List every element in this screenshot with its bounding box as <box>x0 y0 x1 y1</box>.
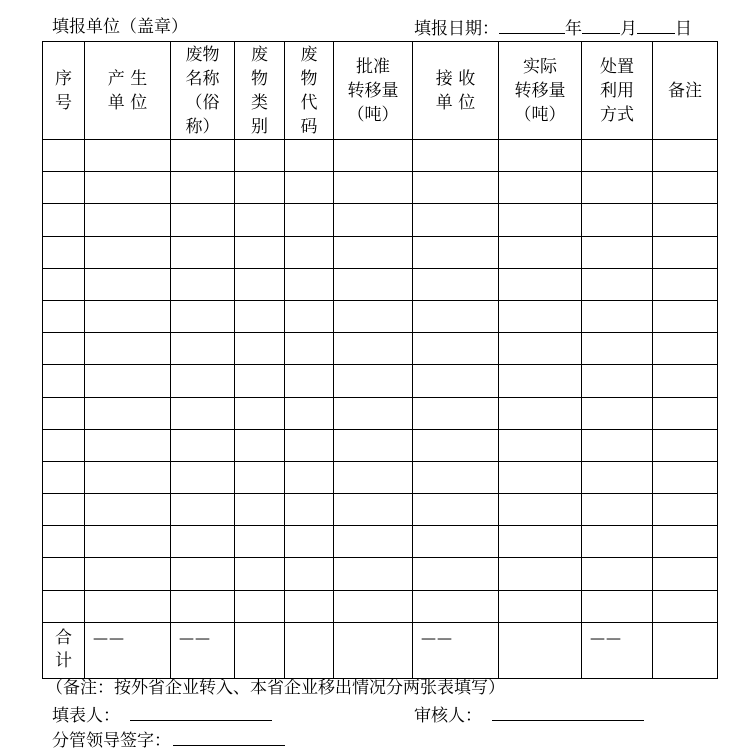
table-cell[interactable] <box>85 204 171 236</box>
table-cell[interactable] <box>499 300 582 332</box>
table-cell[interactable] <box>499 333 582 365</box>
reviewer-field[interactable] <box>492 704 644 721</box>
table-cell[interactable] <box>653 429 718 461</box>
total-cell[interactable] <box>235 622 285 678</box>
col-header-remarks: 备注 <box>653 42 718 140</box>
table-cell[interactable] <box>499 558 582 590</box>
footer-note: （备注：按外省企业转入、本省企业移出情况分两张表填写） <box>46 678 505 698</box>
table-cell[interactable] <box>582 494 653 526</box>
table-cell[interactable] <box>334 204 413 236</box>
total-cell[interactable]: —— <box>85 622 171 678</box>
col-header-waste-category: 废 物 类 别 <box>235 42 285 140</box>
table-cell[interactable] <box>653 494 718 526</box>
table-cell[interactable] <box>334 365 413 397</box>
day-field[interactable] <box>637 17 675 34</box>
table-cell[interactable] <box>171 397 235 429</box>
table-cell[interactable] <box>85 140 171 172</box>
table-cell[interactable] <box>235 429 285 461</box>
table-cell[interactable] <box>499 397 582 429</box>
table-row <box>43 300 718 332</box>
table-cell[interactable] <box>85 494 171 526</box>
table-cell[interactable] <box>653 365 718 397</box>
table-cell[interactable] <box>235 461 285 493</box>
table-cell[interactable] <box>85 268 171 300</box>
total-cell[interactable] <box>285 622 334 678</box>
table-cell[interactable] <box>413 300 499 332</box>
table-cell[interactable] <box>334 429 413 461</box>
total-cell[interactable] <box>334 622 413 678</box>
table-cell[interactable] <box>85 590 171 622</box>
total-cell[interactable]: —— <box>582 622 653 678</box>
table-cell[interactable] <box>285 236 334 268</box>
table-cell[interactable] <box>85 172 171 204</box>
table-cell[interactable] <box>334 397 413 429</box>
table-cell[interactable] <box>413 494 499 526</box>
table-cell[interactable] <box>334 590 413 622</box>
table-cell[interactable] <box>499 365 582 397</box>
table-cell[interactable] <box>43 204 85 236</box>
table-cell[interactable] <box>582 333 653 365</box>
table-cell[interactable] <box>334 526 413 558</box>
table-cell[interactable] <box>235 494 285 526</box>
table-cell[interactable] <box>171 333 235 365</box>
table-cell[interactable] <box>334 461 413 493</box>
table-cell[interactable] <box>499 461 582 493</box>
table-cell[interactable] <box>85 461 171 493</box>
table-cell[interactable] <box>235 333 285 365</box>
table-cell[interactable] <box>285 494 334 526</box>
total-cell[interactable]: —— <box>171 622 235 678</box>
table-cell[interactable] <box>235 140 285 172</box>
table-row <box>43 590 718 622</box>
table-cell[interactable] <box>235 590 285 622</box>
total-cell[interactable] <box>653 622 718 678</box>
table-cell[interactable] <box>582 526 653 558</box>
table-cell[interactable] <box>499 204 582 236</box>
reviewer-label: 审核人： <box>414 706 482 726</box>
reviewer-signature <box>414 704 644 726</box>
table-row <box>43 461 718 493</box>
table-cell[interactable] <box>582 461 653 493</box>
table-cell[interactable] <box>413 268 499 300</box>
table-cell[interactable] <box>334 140 413 172</box>
table-cell[interactable] <box>43 526 85 558</box>
table-cell[interactable] <box>171 268 235 300</box>
table-row <box>43 236 718 268</box>
report-date <box>414 17 692 39</box>
table-cell[interactable] <box>334 300 413 332</box>
table-row <box>43 365 718 397</box>
table-cell[interactable] <box>413 365 499 397</box>
waste-transfer-table <box>42 41 718 679</box>
table-cell[interactable] <box>413 397 499 429</box>
table-cell[interactable] <box>85 526 171 558</box>
table-cell[interactable] <box>285 333 334 365</box>
col-header-index: 序 号 <box>43 42 85 140</box>
month-field[interactable] <box>582 17 620 34</box>
table-row <box>43 333 718 365</box>
table-cell[interactable] <box>43 429 85 461</box>
table-cell[interactable] <box>653 300 718 332</box>
table-cell[interactable] <box>235 397 285 429</box>
table-cell[interactable] <box>653 461 718 493</box>
leader-label: 分管领导签字： <box>52 731 171 751</box>
table-cell[interactable] <box>171 172 235 204</box>
table-row <box>43 204 718 236</box>
table-cell[interactable] <box>582 268 653 300</box>
table-cell[interactable] <box>653 268 718 300</box>
table-cell[interactable] <box>653 204 718 236</box>
table-cell[interactable] <box>582 429 653 461</box>
table-cell[interactable] <box>499 236 582 268</box>
table-cell[interactable] <box>43 558 85 590</box>
table-cell[interactable] <box>43 494 85 526</box>
table-cell[interactable] <box>235 236 285 268</box>
table-cell[interactable] <box>653 172 718 204</box>
table-cell[interactable] <box>43 236 85 268</box>
table-row <box>43 172 718 204</box>
table-cell[interactable] <box>582 204 653 236</box>
table-cell[interactable] <box>285 300 334 332</box>
table-cell[interactable] <box>235 365 285 397</box>
table-cell[interactable] <box>285 397 334 429</box>
table-cell[interactable] <box>235 172 285 204</box>
table-cell[interactable] <box>499 140 582 172</box>
col-header-waste-code: 废 物 代 码 <box>285 42 334 140</box>
table-cell[interactable] <box>582 300 653 332</box>
table-cell[interactable] <box>334 268 413 300</box>
table-cell[interactable] <box>334 172 413 204</box>
table-cell[interactable] <box>285 268 334 300</box>
table-cell[interactable] <box>413 333 499 365</box>
table-cell[interactable] <box>85 300 171 332</box>
table-row <box>43 526 718 558</box>
col-header-approved-amount: 批准 转移量 （吨） <box>334 42 413 140</box>
table-cell[interactable] <box>653 236 718 268</box>
total-row <box>43 622 718 678</box>
unit-label: 填报单位（盖章） <box>52 17 188 37</box>
table-cell[interactable] <box>413 526 499 558</box>
total-cell[interactable]: —— <box>413 622 499 678</box>
table-cell[interactable] <box>653 558 718 590</box>
table-cell[interactable] <box>43 333 85 365</box>
table-cell[interactable] <box>43 268 85 300</box>
table-cell[interactable] <box>285 526 334 558</box>
year-label: 年 <box>565 19 582 39</box>
total-label: 合 计 <box>43 622 85 678</box>
table-cell[interactable] <box>582 558 653 590</box>
table-cell[interactable] <box>653 590 718 622</box>
table-cell[interactable] <box>413 172 499 204</box>
table-cell[interactable] <box>285 461 334 493</box>
table-cell[interactable] <box>582 590 653 622</box>
table-cell[interactable] <box>235 204 285 236</box>
table-cell[interactable] <box>499 494 582 526</box>
table-cell[interactable] <box>653 397 718 429</box>
table-cell[interactable] <box>413 236 499 268</box>
table-cell[interactable] <box>85 558 171 590</box>
table-cell[interactable] <box>499 172 582 204</box>
table-row <box>43 429 718 461</box>
table-cell[interactable] <box>171 140 235 172</box>
table-cell[interactable] <box>582 236 653 268</box>
month-label: 月 <box>620 19 637 39</box>
table-cell[interactable] <box>171 300 235 332</box>
table-cell[interactable] <box>285 590 334 622</box>
table-cell[interactable] <box>499 526 582 558</box>
table-cell[interactable] <box>413 429 499 461</box>
table-cell[interactable] <box>499 268 582 300</box>
table-cell[interactable] <box>653 140 718 172</box>
table-cell[interactable] <box>235 526 285 558</box>
table-cell[interactable] <box>171 526 235 558</box>
col-header-disposal-method: 处置 利用 方式 <box>582 42 653 140</box>
filler-signature <box>52 704 272 726</box>
table-cell[interactable] <box>334 236 413 268</box>
filler-label: 填表人： <box>52 706 120 726</box>
table-cell[interactable] <box>582 172 653 204</box>
table-cell[interactable] <box>171 494 235 526</box>
col-header-actual-amount: 实际 转移量 （吨） <box>499 42 582 140</box>
table-cell[interactable] <box>285 140 334 172</box>
table-cell[interactable] <box>85 365 171 397</box>
total-cell[interactable] <box>499 622 582 678</box>
table-cell[interactable] <box>171 461 235 493</box>
table-row <box>43 494 718 526</box>
col-header-receiver: 接 收 单 位 <box>413 42 499 140</box>
table-cell[interactable] <box>413 558 499 590</box>
table-row <box>43 140 718 172</box>
table-cell[interactable] <box>582 365 653 397</box>
filler-field[interactable] <box>130 704 272 721</box>
table-cell[interactable] <box>499 590 582 622</box>
header-row <box>43 42 718 140</box>
table-cell[interactable] <box>499 429 582 461</box>
table-cell[interactable] <box>582 397 653 429</box>
table-cell[interactable] <box>235 558 285 590</box>
table-cell[interactable] <box>43 365 85 397</box>
leader-signature <box>52 729 285 751</box>
table-row <box>43 558 718 590</box>
table-cell[interactable] <box>653 526 718 558</box>
table-cell[interactable] <box>285 558 334 590</box>
table-cell[interactable] <box>413 140 499 172</box>
date-label: 填报日期： <box>414 19 499 39</box>
table-row <box>43 268 718 300</box>
table-cell[interactable] <box>653 333 718 365</box>
table-cell[interactable] <box>334 494 413 526</box>
table-cell[interactable] <box>171 236 235 268</box>
table-cell[interactable] <box>334 333 413 365</box>
col-header-waste-name: 废物 名称 （俗 称） <box>171 42 235 140</box>
leader-field[interactable] <box>173 729 285 746</box>
table-cell[interactable] <box>43 461 85 493</box>
table-cell[interactable] <box>334 558 413 590</box>
table-cell[interactable] <box>43 300 85 332</box>
table-cell[interactable] <box>413 461 499 493</box>
table-cell[interactable] <box>285 365 334 397</box>
table-cell[interactable] <box>235 268 285 300</box>
table-cell[interactable] <box>85 397 171 429</box>
table-cell[interactable] <box>171 590 235 622</box>
table-cell[interactable] <box>285 429 334 461</box>
table-cell[interactable] <box>43 397 85 429</box>
table-cell[interactable] <box>285 172 334 204</box>
col-header-producer: 产 生 单 位 <box>85 42 171 140</box>
table-cell[interactable] <box>235 300 285 332</box>
table-cell[interactable] <box>413 590 499 622</box>
table-cell[interactable] <box>413 204 499 236</box>
table-cell[interactable] <box>582 140 653 172</box>
table-cell[interactable] <box>43 172 85 204</box>
table-row <box>43 397 718 429</box>
table-cell[interactable] <box>85 236 171 268</box>
table-cell[interactable] <box>171 429 235 461</box>
year-field[interactable] <box>499 17 565 34</box>
table-cell[interactable] <box>43 590 85 622</box>
table-cell[interactable] <box>43 140 85 172</box>
table-cell[interactable] <box>171 204 235 236</box>
table-cell[interactable] <box>85 333 171 365</box>
table-cell[interactable] <box>285 204 334 236</box>
table-cell[interactable] <box>85 429 171 461</box>
table-cell[interactable] <box>171 365 235 397</box>
day-label: 日 <box>675 19 692 39</box>
table-cell[interactable] <box>171 558 235 590</box>
